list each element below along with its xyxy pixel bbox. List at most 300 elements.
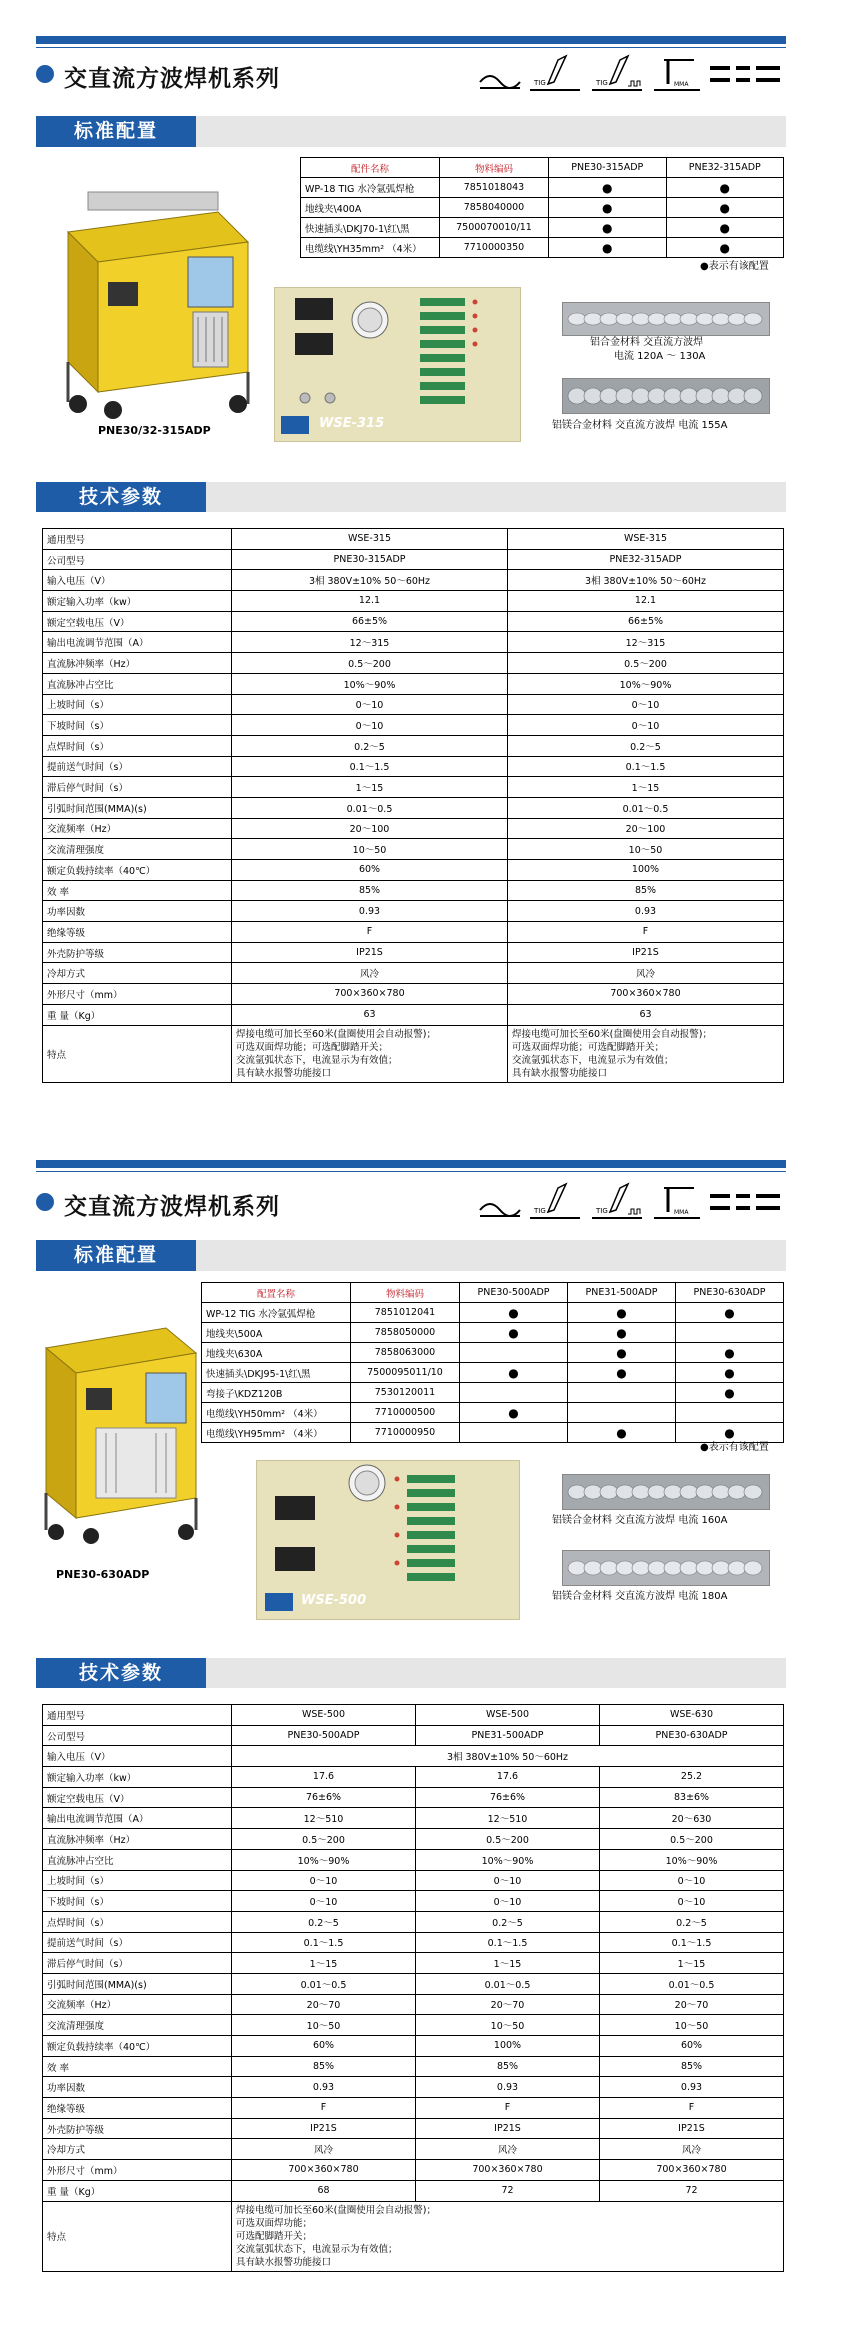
config-header-model: PNE32-315ADP bbox=[666, 158, 784, 178]
spec-value-cell: WSE-500 bbox=[416, 1705, 600, 1726]
spec-label-cell: 外形尺寸（mm） bbox=[43, 2160, 232, 2181]
table-row bbox=[43, 2201, 784, 2271]
table-row bbox=[43, 1953, 784, 1974]
spec-label-cell: 通用型号 bbox=[43, 529, 232, 550]
table-row bbox=[43, 2077, 784, 2098]
spec-value-cell: 0～10 bbox=[232, 1891, 416, 1912]
weld-sample-1-caption-line1: 铝合金材料 交直流方波焊 bbox=[590, 337, 704, 348]
spec-value-cell: 0.2～5 bbox=[232, 1911, 416, 1932]
spec-value-cell: 66±5% bbox=[232, 611, 508, 632]
table-row bbox=[43, 1725, 784, 1746]
table-row bbox=[43, 570, 784, 591]
spec-value-cell: 1～15 bbox=[416, 1953, 600, 1974]
spec-value-cell: 0～10 bbox=[508, 715, 784, 736]
spec-label-cell: 引弧时间范围(MMA)(s) bbox=[43, 1973, 232, 1994]
spec-value-cell: 0.93 bbox=[232, 901, 508, 922]
spec-value-cell: 20～70 bbox=[232, 1994, 416, 2015]
table-row bbox=[43, 1705, 784, 1726]
spec-value-cell: 20～70 bbox=[416, 1994, 600, 2015]
spec-value-cell: 12～510 bbox=[232, 1808, 416, 1829]
spec-value-cell: 72 bbox=[600, 2180, 784, 2201]
spec-value-cell: PNE31-500ADP bbox=[416, 1725, 600, 1746]
spec-value-cell: 0.5～200 bbox=[232, 1829, 416, 1850]
config-cell bbox=[460, 1343, 568, 1363]
spec-value-cell: 700×360×780 bbox=[232, 2160, 416, 2181]
spec-value-cell: IP21S bbox=[416, 2118, 600, 2139]
spec-label-cell: 下坡时间（s） bbox=[43, 715, 232, 736]
section2-legend: ●表示有该配置 bbox=[700, 1442, 769, 1453]
config-header-model: PNE30-630ADP bbox=[676, 1283, 784, 1303]
section1-machine-label: PNE30/32-315ADP bbox=[98, 424, 211, 437]
spec-value-cell: 0～10 bbox=[508, 694, 784, 715]
spec-label-cell: 冷却方式 bbox=[43, 963, 232, 984]
table-row bbox=[43, 2056, 784, 2077]
config-cell: ● bbox=[666, 218, 784, 238]
spec-value-cell: 风冷 bbox=[416, 2139, 600, 2160]
section1-process-symbols-icon bbox=[478, 52, 788, 96]
spec-value-cell: WSE-630 bbox=[600, 1705, 784, 1726]
config-cell: ● bbox=[549, 178, 667, 198]
spec-value-cell: 0.1～1.5 bbox=[232, 756, 508, 777]
table-row bbox=[202, 1403, 784, 1423]
spec-value-cell: 85% bbox=[232, 2056, 416, 2077]
config-cell: ● bbox=[676, 1343, 784, 1363]
spec-value-cell: 12～315 bbox=[232, 632, 508, 653]
spec-value-cell: 63 bbox=[508, 1004, 784, 1025]
spec-value-cell: 0～10 bbox=[416, 1891, 600, 1912]
spec-value-cell: 20～630 bbox=[600, 1808, 784, 1829]
weld-sample-3-caption: 铝镁合金材料 交直流方波焊 电流 160A bbox=[552, 1515, 728, 1526]
feature-line: 交流氩弧状态下，电流显示为有效值； bbox=[236, 2243, 398, 2255]
section2-top-line bbox=[36, 1171, 786, 1172]
weld-sample-4-caption: 铝镁合金材料 交直流方波焊 电流 180A bbox=[552, 1591, 728, 1602]
spec-label-cell: 输出电流调节范围（A） bbox=[43, 632, 232, 653]
feature-line: 交流氩弧状态下，电流显示为有效值； bbox=[512, 1054, 674, 1066]
spec-label-cell: 提前送气时间（s） bbox=[43, 756, 232, 777]
spec-value-cell: 0～10 bbox=[600, 1891, 784, 1912]
config-cell: 地线夹\400A bbox=[301, 198, 440, 218]
spec-value-cell: 0～10 bbox=[232, 1870, 416, 1891]
spec-value-cell: 85% bbox=[416, 2056, 600, 2077]
config-cell: ● bbox=[460, 1323, 568, 1343]
config-header-model: PNE30-315ADP bbox=[549, 158, 667, 178]
feature-line: 具有缺水报警功能接口 bbox=[236, 1067, 332, 1079]
table-row bbox=[202, 1303, 784, 1323]
feature-line: 焊接电缆可加长至60米(盘圈使用会自动报警)； bbox=[236, 1028, 437, 1040]
weld-sample-1-image bbox=[562, 302, 770, 336]
weld-sample-4-image bbox=[562, 1550, 770, 1586]
spec-value-cell: 76±6% bbox=[232, 1787, 416, 1808]
config-cell: 地线夹\500A bbox=[202, 1323, 351, 1343]
spec-value-cell: 10～50 bbox=[508, 839, 784, 860]
spec-value-cell: 风冷 bbox=[232, 963, 508, 984]
spec-label-cell: 交流清理强度 bbox=[43, 839, 232, 860]
table-row bbox=[43, 2015, 784, 2036]
spec-value-cell: 0.1～1.5 bbox=[416, 1932, 600, 1953]
spec-label-cell: 直流脉冲频率（Hz） bbox=[43, 653, 232, 674]
spec-label-cell: 上坡时间（s） bbox=[43, 694, 232, 715]
section2-spec-tab: 技术参数 bbox=[36, 1658, 206, 1688]
spec-value-cell: 0.1～1.5 bbox=[232, 1932, 416, 1953]
config-cell: ● bbox=[676, 1363, 784, 1383]
table-row bbox=[43, 922, 784, 943]
spec-value-cell: 0.93 bbox=[416, 2077, 600, 2098]
spec-value-cell: IP21S bbox=[232, 2118, 416, 2139]
spec-value-cell: 10%～90% bbox=[232, 1849, 416, 1870]
config-cell bbox=[460, 1423, 568, 1443]
table-row bbox=[43, 549, 784, 570]
spec-label-cell: 外壳防护等级 bbox=[43, 942, 232, 963]
spec-features-cell bbox=[232, 2201, 784, 2271]
section1-config-table bbox=[300, 157, 784, 258]
spec-value-cell: 0.1～1.5 bbox=[600, 1932, 784, 1953]
wse500-control-panel-image bbox=[256, 1460, 520, 1620]
spec-value-cell: 0.5～200 bbox=[600, 1829, 784, 1850]
table-row bbox=[43, 1746, 784, 1767]
spec-label-cell: 公司型号 bbox=[43, 1725, 232, 1746]
spec-label-cell: 通用型号 bbox=[43, 1705, 232, 1726]
spec-value-cell: F bbox=[416, 2098, 600, 2119]
spec-value-cell: PNE32-315ADP bbox=[508, 549, 784, 570]
config-cell: 7710000500 bbox=[351, 1403, 460, 1423]
spec-value-cell: WSE-315 bbox=[232, 529, 508, 550]
config-cell: 电缆线\YH50mm² （4米） bbox=[202, 1403, 351, 1423]
config-cell: 地线夹\630A bbox=[202, 1343, 351, 1363]
spec-value-cell: 12.1 bbox=[508, 591, 784, 612]
config-cell: ● bbox=[666, 178, 784, 198]
spec-value-cell: 0.1～1.5 bbox=[508, 756, 784, 777]
table-row bbox=[43, 1025, 784, 1082]
spec-features-cell bbox=[508, 1025, 784, 1082]
spec-value-cell: 100% bbox=[508, 860, 784, 881]
spec-value-cell: 0～10 bbox=[600, 1870, 784, 1891]
spec-value-cell: 700×360×780 bbox=[508, 984, 784, 1005]
section1-legend: ●表示有该配置 bbox=[700, 261, 769, 272]
spec-value-cell: PNE30-630ADP bbox=[600, 1725, 784, 1746]
table-row bbox=[43, 963, 784, 984]
config-cell: ● bbox=[676, 1303, 784, 1323]
spec-value-cell: 0～10 bbox=[232, 694, 508, 715]
table-row bbox=[202, 1343, 784, 1363]
config-cell: ● bbox=[666, 198, 784, 218]
spec-value-cell: PNE30-315ADP bbox=[232, 549, 508, 570]
table-row bbox=[43, 984, 784, 1005]
spec-features-label: 特点 bbox=[43, 1025, 232, 1082]
spec-value-cell: 10～50 bbox=[232, 839, 508, 860]
table-row bbox=[301, 178, 784, 198]
spec-value-cell: 3相 380V±10% 50～60Hz bbox=[232, 1746, 784, 1767]
tig-label: TIG bbox=[534, 79, 546, 87]
spec-value-cell: 83±6% bbox=[600, 1787, 784, 1808]
tig-label: TIG bbox=[534, 1207, 546, 1215]
table-row bbox=[202, 1423, 784, 1443]
spec-value-cell: 1～15 bbox=[600, 1953, 784, 1974]
wse315-control-panel-image bbox=[274, 287, 521, 442]
config-cell: 7851018043 bbox=[440, 178, 549, 198]
table-row bbox=[43, 632, 784, 653]
spec-value-cell: 85% bbox=[508, 880, 784, 901]
spec-value-cell: WSE-315 bbox=[508, 529, 784, 550]
table-row bbox=[301, 238, 784, 258]
spec-value-cell: 60% bbox=[232, 860, 508, 881]
spec-value-cell: 17.6 bbox=[416, 1767, 600, 1788]
table-row bbox=[43, 1829, 784, 1850]
config-cell: WP-12 TIG 水冷氩弧焊枪 bbox=[202, 1303, 351, 1323]
table-row bbox=[43, 777, 784, 798]
config-cell: ● bbox=[568, 1343, 676, 1363]
config-cell: ● bbox=[549, 218, 667, 238]
config-cell: 7500070010/11 bbox=[440, 218, 549, 238]
section2-title: 交直流方波焊机系列 bbox=[64, 1194, 280, 1220]
spec-label-cell: 额定负载持续率（40℃） bbox=[43, 2036, 232, 2057]
table-row bbox=[43, 2118, 784, 2139]
feature-line: 焊接电缆可加长至60米(盘圈使用会自动报警)； bbox=[236, 2204, 437, 2216]
spec-value-cell: 68 bbox=[232, 2180, 416, 2201]
config-cell: ● bbox=[549, 238, 667, 258]
section2-config-table bbox=[201, 1282, 784, 1443]
section1-spec-table bbox=[42, 528, 784, 1083]
section1-title: 交直流方波焊机系列 bbox=[64, 66, 280, 92]
config-cell: 快速插头\DKJ70-1\红\黑 bbox=[301, 218, 440, 238]
spec-label-cell: 引弧时间范围(MMA)(s) bbox=[43, 797, 232, 818]
table-row bbox=[43, 839, 784, 860]
spec-label-cell: 交流频率（Hz） bbox=[43, 818, 232, 839]
spec-label-cell: 外壳防护等级 bbox=[43, 2118, 232, 2139]
config-cell: 7530120011 bbox=[351, 1383, 460, 1403]
config-cell: ● bbox=[676, 1383, 784, 1403]
table-row bbox=[43, 735, 784, 756]
section2-bullet-icon bbox=[36, 1193, 54, 1211]
spec-label-cell: 下坡时间（s） bbox=[43, 1891, 232, 1912]
config-header-name: 配置名称 bbox=[202, 1283, 351, 1303]
spec-label-cell: 额定空载电压（V） bbox=[43, 611, 232, 632]
config-cell: ● bbox=[460, 1403, 568, 1423]
spec-value-cell: WSE-500 bbox=[232, 1705, 416, 1726]
spec-value-cell: 12～510 bbox=[416, 1808, 600, 1829]
config-header-name: 配件名称 bbox=[301, 158, 440, 178]
spec-value-cell: 100% bbox=[416, 2036, 600, 2057]
spec-value-cell: 3相 380V±10% 50～60Hz bbox=[232, 570, 508, 591]
table-row bbox=[43, 1870, 784, 1891]
spec-value-cell: F bbox=[232, 922, 508, 943]
config-cell: 电缆线\YH35mm² （4米） bbox=[301, 238, 440, 258]
table-row bbox=[43, 818, 784, 839]
table-row bbox=[43, 1808, 784, 1829]
spec-value-cell: 10%～90% bbox=[416, 1849, 600, 1870]
table-header-row bbox=[202, 1283, 784, 1303]
spec-value-cell: 10～50 bbox=[416, 2015, 600, 2036]
table-row bbox=[202, 1363, 784, 1383]
spec-label-cell: 提前送气时间（s） bbox=[43, 1932, 232, 1953]
mma-label: MMA bbox=[674, 1209, 689, 1216]
spec-value-cell: 60% bbox=[232, 2036, 416, 2057]
section2-top-bar bbox=[36, 1160, 786, 1168]
table-row bbox=[301, 198, 784, 218]
spec-value-cell: IP21S bbox=[232, 942, 508, 963]
spec-label-cell: 额定负载持续率（40℃） bbox=[43, 860, 232, 881]
spec-value-cell: 风冷 bbox=[508, 963, 784, 984]
spec-label-cell: 上坡时间（s） bbox=[43, 1870, 232, 1891]
feature-line: 可选配脚踏开关； bbox=[236, 2230, 313, 2242]
table-row bbox=[301, 218, 784, 238]
spec-value-cell: 0.5～200 bbox=[508, 653, 784, 674]
spec-label-cell: 功率因数 bbox=[43, 2077, 232, 2098]
spec-value-cell: 风冷 bbox=[232, 2139, 416, 2160]
spec-value-cell: 10%～90% bbox=[508, 673, 784, 694]
spec-label-cell: 交流清理强度 bbox=[43, 2015, 232, 2036]
spec-label-cell: 效 率 bbox=[43, 880, 232, 901]
spec-value-cell: 0.93 bbox=[508, 901, 784, 922]
config-cell: ● bbox=[460, 1363, 568, 1383]
table-row bbox=[43, 1004, 784, 1025]
spec-value-cell: 60% bbox=[600, 2036, 784, 2057]
table-row bbox=[43, 2180, 784, 2201]
spec-label-cell: 效 率 bbox=[43, 2056, 232, 2077]
table-row bbox=[43, 1973, 784, 1994]
table-row bbox=[43, 1849, 784, 1870]
weld-sample-1-caption-line2: 电流 120A ～ 130A bbox=[614, 351, 706, 362]
config-cell: 7500095011/10 bbox=[351, 1363, 460, 1383]
spec-value-cell: 66±5% bbox=[508, 611, 784, 632]
config-cell: 7710000950 bbox=[351, 1423, 460, 1443]
config-cell: 7858040000 bbox=[440, 198, 549, 218]
config-header-code: 物料编码 bbox=[351, 1283, 460, 1303]
config-cell: ● bbox=[568, 1303, 676, 1323]
spec-value-cell: 0.01～0.5 bbox=[508, 797, 784, 818]
spec-value-cell: 0.2～5 bbox=[232, 735, 508, 756]
feature-line: 可选双面焊功能；可选配脚踏开关； bbox=[512, 1041, 665, 1053]
spec-value-cell: PNE30-500ADP bbox=[232, 1725, 416, 1746]
spec-features-label: 特点 bbox=[43, 2201, 232, 2271]
spec-label-cell: 输入电压（V） bbox=[43, 570, 232, 591]
config-header-model: PNE31-500ADP bbox=[568, 1283, 676, 1303]
spec-value-cell: 0.93 bbox=[232, 2077, 416, 2098]
config-cell bbox=[676, 1403, 784, 1423]
section2-spec-table bbox=[42, 1704, 784, 2272]
spec-label-cell: 滞后停气时间（s） bbox=[43, 1953, 232, 1974]
spec-label-cell: 额定输入功率（kw） bbox=[43, 591, 232, 612]
spec-value-cell: 72 bbox=[416, 2180, 600, 2201]
spec-value-cell: 3相 380V±10% 50～60Hz bbox=[508, 570, 784, 591]
spec-label-cell: 滞后停气时间（s） bbox=[43, 777, 232, 798]
spec-label-cell: 重 量（Kg） bbox=[43, 2180, 232, 2201]
table-row bbox=[43, 2139, 784, 2160]
mma-label: MMA bbox=[674, 81, 689, 88]
spec-value-cell: 700×360×780 bbox=[600, 2160, 784, 2181]
pne630-machine-image bbox=[36, 1318, 206, 1548]
spec-value-cell: 0.01～0.5 bbox=[600, 1973, 784, 1994]
spec-value-cell: 20～100 bbox=[508, 818, 784, 839]
table-row bbox=[43, 901, 784, 922]
config-cell: ● bbox=[676, 1423, 784, 1443]
config-cell: 7851012041 bbox=[351, 1303, 460, 1323]
spec-value-cell: 20～70 bbox=[600, 1994, 784, 2015]
weld-sample-3-image bbox=[562, 1474, 770, 1510]
config-cell: 7710000350 bbox=[440, 238, 549, 258]
table-row bbox=[43, 942, 784, 963]
spec-value-cell: 12.1 bbox=[232, 591, 508, 612]
section2-machine-label: PNE30-630ADP bbox=[56, 1568, 150, 1581]
section2-process-symbols-icon bbox=[478, 1180, 788, 1224]
spec-value-cell: 0.93 bbox=[600, 2077, 784, 2098]
spec-value-cell: 风冷 bbox=[600, 2139, 784, 2160]
config-header-code: 物料编码 bbox=[440, 158, 549, 178]
pne315-machine-image bbox=[48, 172, 258, 422]
spec-value-cell: 63 bbox=[232, 1004, 508, 1025]
table-row bbox=[43, 1994, 784, 2015]
spec-value-cell: 0.01～0.5 bbox=[232, 797, 508, 818]
table-row bbox=[202, 1383, 784, 1403]
spec-label-cell: 输入电压（V） bbox=[43, 1746, 232, 1767]
section1-top-line bbox=[36, 47, 786, 48]
spec-label-cell: 绝缘等级 bbox=[43, 922, 232, 943]
spec-value-cell: 10%～90% bbox=[600, 1849, 784, 1870]
tig-pulse-label: TIG bbox=[596, 1207, 608, 1215]
table-header-row bbox=[301, 158, 784, 178]
config-cell: ● bbox=[460, 1303, 568, 1323]
feature-line: 可选双面焊功能； bbox=[236, 2217, 313, 2229]
config-cell: WP-18 TIG 水冷氩弧焊枪 bbox=[301, 178, 440, 198]
spec-value-cell: F bbox=[600, 2098, 784, 2119]
spec-value-cell: 20～100 bbox=[232, 818, 508, 839]
config-cell: ● bbox=[568, 1363, 676, 1383]
spec-value-cell: 0.5～200 bbox=[416, 1829, 600, 1850]
spec-value-cell: IP21S bbox=[508, 942, 784, 963]
table-row bbox=[43, 653, 784, 674]
spec-label-cell: 额定空载电压（V） bbox=[43, 1787, 232, 1808]
spec-value-cell: 0～10 bbox=[416, 1870, 600, 1891]
config-cell: 电缆线\YH95mm² （4米） bbox=[202, 1423, 351, 1443]
table-row bbox=[43, 1767, 784, 1788]
spec-label-cell: 绝缘等级 bbox=[43, 2098, 232, 2119]
table-row bbox=[43, 1891, 784, 1912]
spec-label-cell: 直流脉冲占空比 bbox=[43, 1849, 232, 1870]
spec-value-cell: 10～50 bbox=[232, 2015, 416, 2036]
section1-config-tab: 标准配置 bbox=[36, 116, 196, 147]
feature-line: 交流氩弧状态下，电流显示为有效值； bbox=[236, 1054, 398, 1066]
spec-label-cell: 输出电流调节范围（A） bbox=[43, 1808, 232, 1829]
config-cell: ● bbox=[568, 1323, 676, 1343]
config-cell bbox=[460, 1383, 568, 1403]
table-row bbox=[43, 880, 784, 901]
config-cell bbox=[568, 1383, 676, 1403]
spec-value-cell: F bbox=[508, 922, 784, 943]
spec-value-cell: 0.2～5 bbox=[508, 735, 784, 756]
spec-value-cell: 0.01～0.5 bbox=[232, 1973, 416, 1994]
feature-line: 焊接电缆可加长至60米(盘圈使用会自动报警)； bbox=[512, 1028, 713, 1040]
table-row bbox=[43, 2036, 784, 2057]
table-row bbox=[43, 529, 784, 550]
table-row bbox=[43, 1932, 784, 1953]
feature-line: 具有缺水报警功能接口 bbox=[512, 1067, 608, 1079]
config-cell: ● bbox=[568, 1423, 676, 1443]
spec-label-cell: 重 量（Kg） bbox=[43, 1004, 232, 1025]
spec-label-cell: 直流脉冲占空比 bbox=[43, 673, 232, 694]
section1-spec-tab: 技术参数 bbox=[36, 482, 206, 512]
config-cell: 弯接子\KDZ120B bbox=[202, 1383, 351, 1403]
table-row bbox=[43, 756, 784, 777]
spec-value-cell: 0.2～5 bbox=[416, 1911, 600, 1932]
table-row bbox=[43, 611, 784, 632]
config-cell: ● bbox=[666, 238, 784, 258]
spec-value-cell: 700×360×780 bbox=[416, 2160, 600, 2181]
config-header-model: PNE30-500ADP bbox=[460, 1283, 568, 1303]
table-row bbox=[43, 673, 784, 694]
spec-value-cell: F bbox=[232, 2098, 416, 2119]
spec-label-cell: 冷却方式 bbox=[43, 2139, 232, 2160]
spec-value-cell: 85% bbox=[232, 880, 508, 901]
section1-bullet-icon bbox=[36, 65, 54, 83]
